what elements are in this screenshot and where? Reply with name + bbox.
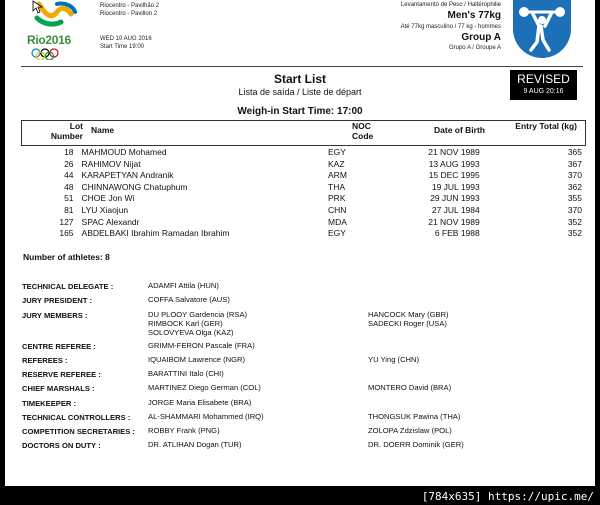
official-role-jury-members: JURY MEMBERS : [22, 311, 88, 320]
official-name: COFFA Salvatore (AUS) [148, 295, 230, 304]
venue-line-1: Riocentro - Pavilhão 2 [100, 3, 160, 9]
table-row [21, 228, 586, 240]
official-name: JORGE Maria Elisabete (BRA) [148, 398, 252, 407]
cell-lot: 18 [64, 147, 74, 157]
cell-entry: 367 [567, 158, 582, 169]
cell-dob: 6 FEB 1988 [434, 228, 480, 239]
cell-entry: 365 [567, 147, 582, 157]
official-name: BARATTINI Italo (CHI) [148, 369, 224, 378]
official-name: HANCOCK Mary (GBR) [368, 310, 449, 319]
document-subtitle: Lista de saída / Liste de départ [238, 87, 362, 97]
cell-noc: PRK [328, 193, 346, 204]
revised-date: 9 AUG 20:16 [523, 88, 564, 95]
cell-name: RAHIMOV Nijat [81, 158, 141, 169]
start-list-document [5, 0, 595, 486]
cell-noc: ARM [328, 170, 347, 181]
cell-dob: 21 NOV 1989 [428, 147, 480, 157]
cell-noc: CHN [328, 204, 347, 215]
sport-name: Levantamento de Peso / Haltérophilie [400, 2, 501, 8]
cell-lot: 51 [64, 193, 74, 204]
cell-name: CHOE Jon Wi [81, 193, 135, 204]
cell-lot: 48 [64, 181, 74, 192]
athlete-count: Number of athletes: 8 [23, 252, 110, 262]
cell-entry: 370 [567, 170, 582, 181]
cell-entry: 352 [567, 228, 582, 239]
col-date-of-birth: Date of Birth [434, 125, 485, 135]
official-role-technical-delegate: TECHNICAL DELEGATE : [22, 282, 114, 291]
official-name: DU PLOOY Gardencia (RSA) [148, 310, 248, 319]
olympic-rings-icon [30, 48, 70, 60]
official-name: GRIMM-FERON Pascale (FRA) [148, 341, 255, 350]
venue-line-2: Riocentro - Pavillon 2 [100, 11, 158, 17]
event-name: Men's 77kg [447, 10, 501, 21]
official-name: MARTINEZ Diego German (COL) [148, 383, 261, 392]
revised-badge [510, 70, 577, 100]
cell-name: LYU Xiaojun [81, 204, 129, 215]
group-name-sub: Grupo A / Groupe A [448, 45, 501, 51]
document-title: Start List [273, 72, 326, 86]
official-name: DR. DOERR Dominik (GER) [368, 440, 464, 449]
official-role-technical-controllers: TECHNICAL CONTROLLERS : [22, 413, 131, 422]
official-role-chief-marshals: CHIEF MARSHALS : [22, 384, 95, 393]
event-date: WED 10 AUG 2016 [100, 36, 152, 42]
official-name: MONTERO David (BRA) [368, 383, 452, 392]
official-role-referees: REFEREES : [22, 356, 68, 365]
cell-dob: 21 NOV 1989 [428, 216, 480, 227]
weightlifting-pictogram [513, 0, 571, 58]
cell-entry: 362 [567, 181, 582, 192]
cursor-icon [32, 0, 44, 14]
cell-dob: 29 JUN 1993 [430, 193, 480, 204]
cell-noc: EGY [328, 228, 346, 239]
athletes-table [21, 147, 586, 240]
table-row [21, 182, 586, 194]
cell-name: MAHMOUD Mohamed [81, 147, 167, 157]
image-host-watermark: [784x635] https://upic.me/ [421, 490, 594, 503]
cell-noc: MDA [328, 216, 347, 227]
cell-noc: THA [328, 181, 346, 192]
table-row [21, 193, 586, 205]
official-name: DR. ATLIHAN Dogan (TUR) [148, 440, 242, 449]
official-name: AL-SHAMMARI Mohammed (IRQ) [148, 412, 264, 421]
official-role-centre-referee: CENTRE REFEREE : [22, 342, 96, 351]
official-name: SADECKI Roger (USA) [368, 319, 447, 328]
official-name: ADAMFI Attila (HUN) [148, 281, 219, 290]
table-row [21, 217, 586, 229]
table-row [21, 147, 586, 159]
event-start-time: Start Time 19:00 [100, 44, 145, 50]
header-rule [21, 66, 583, 67]
group-name: Group A [461, 32, 501, 43]
official-name: SOLOVYEVA Olga (KAZ) [148, 328, 234, 337]
cell-entry: 352 [567, 216, 582, 227]
official-role-doctors-on-duty: DOCTORS ON DUTY : [22, 441, 101, 450]
official-role-jury-president: JURY PRESIDENT : [22, 296, 93, 305]
official-role-reserve-referee: RESERVE REFEREE : [22, 370, 101, 379]
official-name: THONGSUK Pawina (THA) [368, 412, 461, 421]
cell-name: ABDELBAKI Ibrahim Ramadan Ibrahim [81, 228, 230, 239]
cell-entry: 355 [567, 193, 582, 204]
cell-name: CHINNAWONG Chatuphum [81, 181, 188, 192]
cell-entry: 370 [567, 204, 582, 215]
cell-noc: EGY [328, 147, 346, 157]
official-name: ZOLOPA Zdzislaw (POL) [368, 426, 452, 435]
cell-dob: 19 JUL 1993 [431, 181, 480, 192]
table-row [21, 170, 586, 182]
cell-dob: 13 AUG 1993 [428, 158, 480, 169]
official-name: ROBBY Frank (PNG) [148, 426, 220, 435]
cell-dob: 27 JUL 1984 [431, 204, 480, 215]
official-name: RIMBOCK Karl (GER) [148, 319, 223, 328]
weightlifter-icon [513, 0, 571, 58]
cell-lot: 26 [64, 158, 74, 169]
table-row [21, 205, 586, 217]
event-name-sub: Até 77kg masculino / 77 kg - hommes [400, 24, 501, 30]
official-name: IQUAIBOM Lawrence (NGR) [148, 355, 246, 364]
cell-noc: KAZ [328, 158, 345, 169]
rio-logo-wordmark: Rio2016 [27, 33, 71, 47]
table-row [21, 159, 586, 171]
weigh-in-time: Weigh-in Start Time: 17:00 [237, 106, 363, 117]
official-name: YU Ying (CHN) [368, 355, 420, 364]
revised-label: REVISED [517, 72, 570, 86]
cell-lot: 44 [64, 170, 74, 181]
cell-lot: 81 [64, 204, 74, 215]
cell-name: KARAPETYAN Andranik [81, 170, 174, 181]
cell-lot: 127 [59, 216, 74, 227]
col-noc-code: NOC Code [352, 121, 374, 141]
official-role-timekeeper: TIMEKEEPER : [22, 399, 77, 408]
col-lot-number: Lot Number [50, 121, 83, 141]
cell-name: SPAC Alexandr [81, 216, 140, 227]
cell-dob: 15 DEC 1995 [428, 170, 480, 181]
cell-lot: 165 [59, 228, 74, 239]
official-role-competition-secretaries: COMPETITION SECRETARIES : [22, 427, 135, 436]
col-entry-total: Entry Total (kg) [515, 121, 577, 131]
col-name: Name [91, 125, 115, 135]
